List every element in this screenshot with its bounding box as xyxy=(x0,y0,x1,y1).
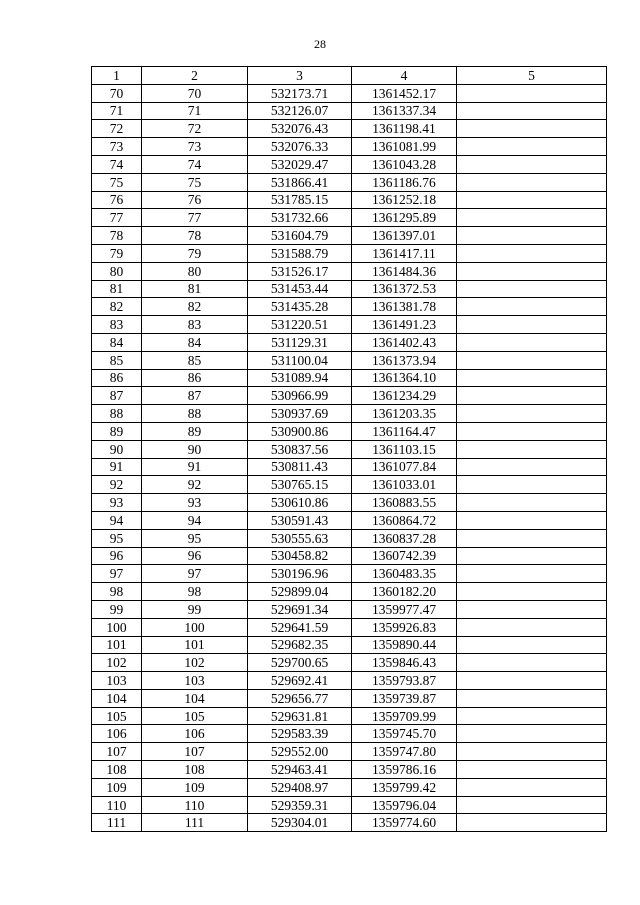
point-id-cell: 80 xyxy=(142,262,248,280)
point-number-cell: 105 xyxy=(92,707,142,725)
point-id-cell: 99 xyxy=(142,600,248,618)
table-row xyxy=(92,600,607,618)
table-row xyxy=(92,422,607,440)
point-id-cell: 107 xyxy=(142,743,248,761)
table-row xyxy=(92,316,607,334)
note-cell xyxy=(457,707,607,725)
x-coordinate-cell: 529631.81 xyxy=(248,707,352,725)
point-id-cell: 78 xyxy=(142,227,248,245)
y-coordinate-cell: 1359799.42 xyxy=(352,778,457,796)
table-row xyxy=(92,529,607,547)
note-cell xyxy=(457,618,607,636)
point-number-cell: 106 xyxy=(92,725,142,743)
x-coordinate-cell: 531100.04 xyxy=(248,351,352,369)
y-coordinate-cell: 1361081.99 xyxy=(352,138,457,156)
y-coordinate-cell: 1359774.60 xyxy=(352,814,457,832)
table-row xyxy=(92,440,607,458)
x-coordinate-cell: 530196.96 xyxy=(248,565,352,583)
x-coordinate-cell: 529463.41 xyxy=(248,761,352,779)
point-number-cell: 87 xyxy=(92,387,142,405)
point-number-cell: 102 xyxy=(92,654,142,672)
note-cell xyxy=(457,458,607,476)
note-cell xyxy=(457,778,607,796)
point-id-cell: 74 xyxy=(142,155,248,173)
point-id-cell: 94 xyxy=(142,511,248,529)
table-row xyxy=(92,351,607,369)
x-coordinate-cell: 529641.59 xyxy=(248,618,352,636)
point-id-cell: 95 xyxy=(142,529,248,547)
point-number-cell: 72 xyxy=(92,120,142,138)
point-number-cell: 85 xyxy=(92,351,142,369)
y-coordinate-cell: 1361491.23 xyxy=(352,316,457,334)
note-cell xyxy=(457,565,607,583)
note-cell xyxy=(457,636,607,654)
table-row xyxy=(92,120,607,138)
point-number-cell: 89 xyxy=(92,422,142,440)
y-coordinate-cell: 1360864.72 xyxy=(352,511,457,529)
point-id-cell: 72 xyxy=(142,120,248,138)
point-id-cell: 79 xyxy=(142,244,248,262)
table-row xyxy=(92,565,607,583)
note-cell xyxy=(457,405,607,423)
y-coordinate-cell: 1361203.35 xyxy=(352,405,457,423)
x-coordinate-cell: 532029.47 xyxy=(248,155,352,173)
point-id-cell: 81 xyxy=(142,280,248,298)
table-row xyxy=(92,725,607,743)
note-cell xyxy=(457,511,607,529)
x-coordinate-cell: 532126.07 xyxy=(248,102,352,120)
note-cell xyxy=(457,280,607,298)
point-id-cell: 88 xyxy=(142,405,248,423)
note-cell xyxy=(457,102,607,120)
x-coordinate-cell: 530610.86 xyxy=(248,494,352,512)
y-coordinate-cell: 1359793.87 xyxy=(352,672,457,690)
y-coordinate-cell: 1361337.34 xyxy=(352,102,457,120)
table-row xyxy=(92,369,607,387)
point-number-cell: 77 xyxy=(92,209,142,227)
table-row xyxy=(92,511,607,529)
point-number-cell: 107 xyxy=(92,743,142,761)
table-header xyxy=(92,67,607,85)
table-row xyxy=(92,761,607,779)
point-id-cell: 86 xyxy=(142,369,248,387)
note-cell xyxy=(457,529,607,547)
note-cell xyxy=(457,796,607,814)
x-coordinate-cell: 531866.41 xyxy=(248,173,352,191)
y-coordinate-cell: 1361372.53 xyxy=(352,280,457,298)
table-row xyxy=(92,280,607,298)
x-coordinate-cell: 531129.31 xyxy=(248,333,352,351)
table-row xyxy=(92,387,607,405)
point-id-cell: 73 xyxy=(142,138,248,156)
point-number-cell: 98 xyxy=(92,583,142,601)
table-row xyxy=(92,138,607,156)
table-row xyxy=(92,298,607,316)
point-number-cell: 99 xyxy=(92,600,142,618)
note-cell xyxy=(457,654,607,672)
note-cell xyxy=(457,600,607,618)
note-cell xyxy=(457,725,607,743)
y-coordinate-cell: 1359846.43 xyxy=(352,654,457,672)
x-coordinate-cell: 531089.94 xyxy=(248,369,352,387)
table-row xyxy=(92,636,607,654)
x-coordinate-cell: 529700.65 xyxy=(248,654,352,672)
x-coordinate-cell: 529408.97 xyxy=(248,778,352,796)
point-number-cell: 104 xyxy=(92,689,142,707)
y-coordinate-cell: 1361381.78 xyxy=(352,298,457,316)
y-coordinate-cell: 1359796.04 xyxy=(352,796,457,814)
table-row xyxy=(92,405,607,423)
note-cell xyxy=(457,191,607,209)
point-number-cell: 71 xyxy=(92,102,142,120)
note-cell xyxy=(457,689,607,707)
x-coordinate-cell: 530765.15 xyxy=(248,476,352,494)
point-id-cell: 89 xyxy=(142,422,248,440)
table-row xyxy=(92,227,607,245)
point-id-cell: 108 xyxy=(142,761,248,779)
y-coordinate-cell: 1361373.94 xyxy=(352,351,457,369)
point-number-cell: 81 xyxy=(92,280,142,298)
header-row xyxy=(92,67,607,85)
table-row xyxy=(92,494,607,512)
point-id-cell: 85 xyxy=(142,351,248,369)
x-coordinate-cell: 532173.71 xyxy=(248,84,352,102)
note-cell xyxy=(457,138,607,156)
note-cell xyxy=(457,298,607,316)
table-row xyxy=(92,476,607,494)
y-coordinate-cell: 1359747.80 xyxy=(352,743,457,761)
note-cell xyxy=(457,422,607,440)
x-coordinate-cell: 529552.00 xyxy=(248,743,352,761)
x-coordinate-cell: 530591.43 xyxy=(248,511,352,529)
y-coordinate-cell: 1361043.28 xyxy=(352,155,457,173)
table-row xyxy=(92,796,607,814)
x-coordinate-cell: 530937.69 xyxy=(248,405,352,423)
point-id-cell: 92 xyxy=(142,476,248,494)
table-row xyxy=(92,191,607,209)
x-coordinate-cell: 529656.77 xyxy=(248,689,352,707)
x-coordinate-cell: 531453.44 xyxy=(248,280,352,298)
point-number-cell: 76 xyxy=(92,191,142,209)
x-coordinate-cell: 530966.99 xyxy=(248,387,352,405)
note-cell xyxy=(457,494,607,512)
y-coordinate-cell: 1361033.01 xyxy=(352,476,457,494)
note-cell xyxy=(457,262,607,280)
table-row xyxy=(92,244,607,262)
table-row xyxy=(92,778,607,796)
y-coordinate-cell: 1361103.15 xyxy=(352,440,457,458)
note-cell xyxy=(457,387,607,405)
note-cell xyxy=(457,583,607,601)
x-coordinate-cell: 531526.17 xyxy=(248,262,352,280)
note-cell xyxy=(457,173,607,191)
table-row xyxy=(92,672,607,690)
y-coordinate-cell: 1359926.83 xyxy=(352,618,457,636)
y-coordinate-cell: 1359739.87 xyxy=(352,689,457,707)
note-cell xyxy=(457,440,607,458)
point-id-cell: 97 xyxy=(142,565,248,583)
point-number-cell: 88 xyxy=(92,405,142,423)
table-row xyxy=(92,155,607,173)
point-id-cell: 82 xyxy=(142,298,248,316)
note-cell xyxy=(457,155,607,173)
table-body xyxy=(92,84,607,831)
table-row xyxy=(92,814,607,832)
point-id-cell: 71 xyxy=(142,102,248,120)
note-cell xyxy=(457,351,607,369)
x-coordinate-cell: 529359.31 xyxy=(248,796,352,814)
y-coordinate-cell: 1361198.41 xyxy=(352,120,457,138)
y-coordinate-cell: 1360483.35 xyxy=(352,565,457,583)
note-cell xyxy=(457,547,607,565)
header-cell-3: 3 xyxy=(248,67,352,85)
point-id-cell: 77 xyxy=(142,209,248,227)
y-coordinate-cell: 1361295.89 xyxy=(352,209,457,227)
point-number-cell: 101 xyxy=(92,636,142,654)
y-coordinate-cell: 1361397.01 xyxy=(352,227,457,245)
point-number-cell: 82 xyxy=(92,298,142,316)
point-id-cell: 91 xyxy=(142,458,248,476)
point-id-cell: 103 xyxy=(142,672,248,690)
point-id-cell: 90 xyxy=(142,440,248,458)
x-coordinate-cell: 531588.79 xyxy=(248,244,352,262)
note-cell xyxy=(457,814,607,832)
table-row xyxy=(92,458,607,476)
table-row xyxy=(92,654,607,672)
point-id-cell: 102 xyxy=(142,654,248,672)
point-number-cell: 108 xyxy=(92,761,142,779)
note-cell xyxy=(457,316,607,334)
x-coordinate-cell: 531785.15 xyxy=(248,191,352,209)
point-number-cell: 94 xyxy=(92,511,142,529)
table-row xyxy=(92,618,607,636)
x-coordinate-cell: 531435.28 xyxy=(248,298,352,316)
point-id-cell: 106 xyxy=(142,725,248,743)
header-cell-2: 2 xyxy=(142,67,248,85)
x-coordinate-cell: 529583.39 xyxy=(248,725,352,743)
note-cell xyxy=(457,743,607,761)
point-number-cell: 97 xyxy=(92,565,142,583)
point-number-cell: 90 xyxy=(92,440,142,458)
point-number-cell: 92 xyxy=(92,476,142,494)
point-number-cell: 73 xyxy=(92,138,142,156)
y-coordinate-cell: 1361417.11 xyxy=(352,244,457,262)
point-number-cell: 70 xyxy=(92,84,142,102)
table-row xyxy=(92,707,607,725)
header-cell-4: 4 xyxy=(352,67,457,85)
note-cell xyxy=(457,672,607,690)
y-coordinate-cell: 1360742.39 xyxy=(352,547,457,565)
x-coordinate-cell: 531220.51 xyxy=(248,316,352,334)
x-coordinate-cell: 530837.56 xyxy=(248,440,352,458)
y-coordinate-cell: 1361077.84 xyxy=(352,458,457,476)
point-id-cell: 96 xyxy=(142,547,248,565)
note-cell xyxy=(457,84,607,102)
point-number-cell: 78 xyxy=(92,227,142,245)
y-coordinate-cell: 1361234.29 xyxy=(352,387,457,405)
point-id-cell: 109 xyxy=(142,778,248,796)
point-number-cell: 110 xyxy=(92,796,142,814)
point-number-cell: 80 xyxy=(92,262,142,280)
point-number-cell: 95 xyxy=(92,529,142,547)
x-coordinate-cell: 529692.41 xyxy=(248,672,352,690)
table-row xyxy=(92,209,607,227)
x-coordinate-cell: 532076.33 xyxy=(248,138,352,156)
point-id-cell: 87 xyxy=(142,387,248,405)
table-row xyxy=(92,173,607,191)
note-cell xyxy=(457,244,607,262)
header-cell-1: 1 xyxy=(92,67,142,85)
x-coordinate-cell: 531604.79 xyxy=(248,227,352,245)
note-cell xyxy=(457,333,607,351)
point-number-cell: 75 xyxy=(92,173,142,191)
y-coordinate-cell: 1361186.76 xyxy=(352,173,457,191)
table-row xyxy=(92,689,607,707)
y-coordinate-cell: 1361252.18 xyxy=(352,191,457,209)
coordinates-table xyxy=(91,66,607,832)
point-id-cell: 100 xyxy=(142,618,248,636)
x-coordinate-cell: 532076.43 xyxy=(248,120,352,138)
point-id-cell: 104 xyxy=(142,689,248,707)
point-id-cell: 93 xyxy=(142,494,248,512)
table-row xyxy=(92,547,607,565)
point-id-cell: 70 xyxy=(142,84,248,102)
x-coordinate-cell: 530555.63 xyxy=(248,529,352,547)
note-cell xyxy=(457,761,607,779)
point-number-cell: 79 xyxy=(92,244,142,262)
note-cell xyxy=(457,476,607,494)
table-row xyxy=(92,262,607,280)
y-coordinate-cell: 1359977.47 xyxy=(352,600,457,618)
point-id-cell: 105 xyxy=(142,707,248,725)
point-number-cell: 96 xyxy=(92,547,142,565)
y-coordinate-cell: 1359745.70 xyxy=(352,725,457,743)
point-id-cell: 84 xyxy=(142,333,248,351)
note-cell xyxy=(457,227,607,245)
point-id-cell: 76 xyxy=(142,191,248,209)
point-number-cell: 100 xyxy=(92,618,142,636)
y-coordinate-cell: 1360883.55 xyxy=(352,494,457,512)
x-coordinate-cell: 529682.35 xyxy=(248,636,352,654)
x-coordinate-cell: 529899.04 xyxy=(248,583,352,601)
table-row xyxy=(92,583,607,601)
x-coordinate-cell: 530900.86 xyxy=(248,422,352,440)
point-id-cell: 98 xyxy=(142,583,248,601)
point-id-cell: 101 xyxy=(142,636,248,654)
table-row xyxy=(92,743,607,761)
point-number-cell: 91 xyxy=(92,458,142,476)
point-id-cell: 111 xyxy=(142,814,248,832)
header-cell-5: 5 xyxy=(457,67,607,85)
table-row xyxy=(92,333,607,351)
y-coordinate-cell: 1360182.20 xyxy=(352,583,457,601)
y-coordinate-cell: 1360837.28 xyxy=(352,529,457,547)
note-cell xyxy=(457,120,607,138)
note-cell xyxy=(457,209,607,227)
note-cell xyxy=(457,369,607,387)
point-number-cell: 109 xyxy=(92,778,142,796)
x-coordinate-cell: 529304.01 xyxy=(248,814,352,832)
point-id-cell: 75 xyxy=(142,173,248,191)
y-coordinate-cell: 1361364.10 xyxy=(352,369,457,387)
point-number-cell: 83 xyxy=(92,316,142,334)
x-coordinate-cell: 531732.66 xyxy=(248,209,352,227)
y-coordinate-cell: 1361452.17 xyxy=(352,84,457,102)
point-number-cell: 86 xyxy=(92,369,142,387)
point-number-cell: 93 xyxy=(92,494,142,512)
x-coordinate-cell: 530811.43 xyxy=(248,458,352,476)
point-number-cell: 103 xyxy=(92,672,142,690)
x-coordinate-cell: 530458.82 xyxy=(248,547,352,565)
point-id-cell: 83 xyxy=(142,316,248,334)
table-row xyxy=(92,102,607,120)
x-coordinate-cell: 529691.34 xyxy=(248,600,352,618)
point-id-cell: 110 xyxy=(142,796,248,814)
table-row xyxy=(92,84,607,102)
y-coordinate-cell: 1361164.47 xyxy=(352,422,457,440)
y-coordinate-cell: 1359786.16 xyxy=(352,761,457,779)
point-number-cell: 111 xyxy=(92,814,142,832)
page-number: 28 xyxy=(314,37,326,51)
y-coordinate-cell: 1359709.99 xyxy=(352,707,457,725)
point-number-cell: 74 xyxy=(92,155,142,173)
point-number-cell: 84 xyxy=(92,333,142,351)
y-coordinate-cell: 1359890.44 xyxy=(352,636,457,654)
y-coordinate-cell: 1361402.43 xyxy=(352,333,457,351)
y-coordinate-cell: 1361484.36 xyxy=(352,262,457,280)
